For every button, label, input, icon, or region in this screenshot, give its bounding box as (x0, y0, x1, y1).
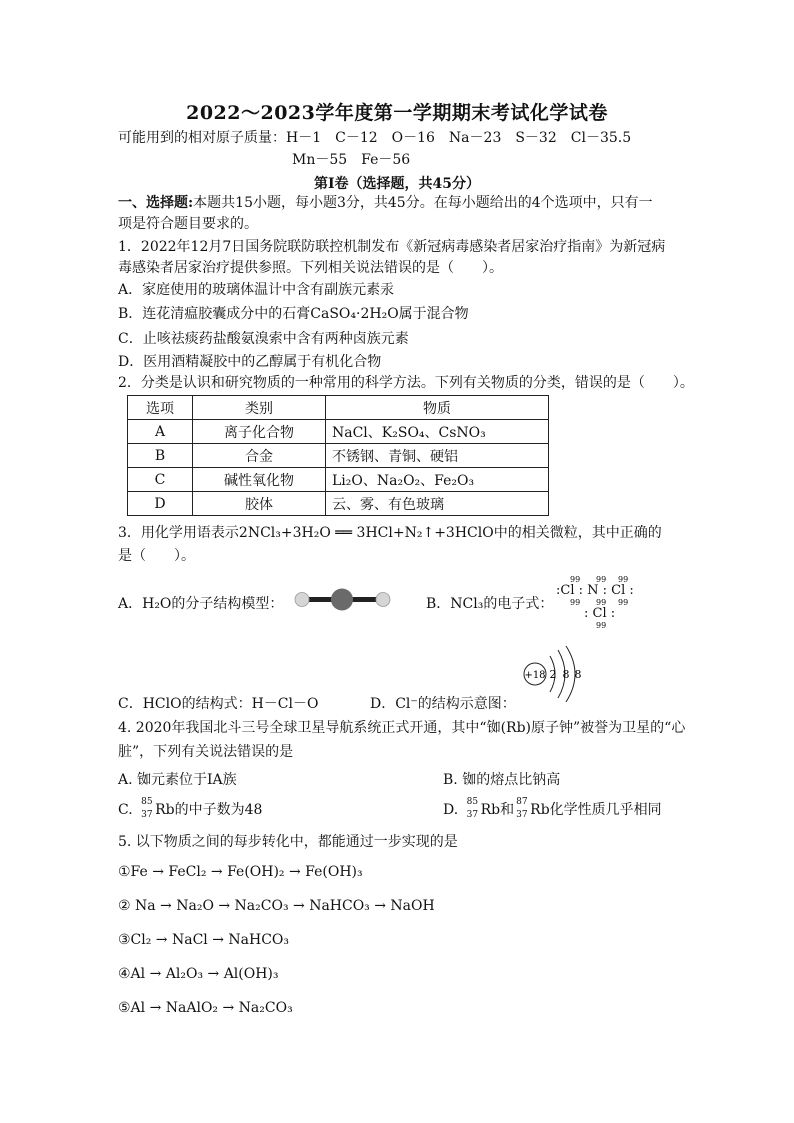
electron-formula-row-2: : Cl : (584, 606, 616, 621)
table-cell: 云、雾、有色玻璃 (326, 492, 549, 516)
q5-item-2: ② Na → Na₂O → Na₂CO₃ → NaHCO₃ → NaOH (118, 898, 435, 914)
table-cell: NaCl、K₂SO₄、CsNO₃ (326, 420, 549, 444)
option-text: Rb化学性质几乎相同 (530, 802, 662, 818)
atomic-mass-line-1 (118, 128, 631, 148)
electron-formula-row-1: :Cl : N : Cl : (556, 583, 634, 598)
q3-option-b: B．NCl₃的电子式： (426, 596, 554, 612)
q4-stem-2: 脏”，下列有关说法错误的是 (118, 744, 294, 760)
isotope-atomic-number: 37 (466, 810, 479, 820)
table-row (128, 444, 549, 468)
q5-stem: 5. 以下物质之间的每步转化中，都能通过一步实现的是 (118, 834, 458, 850)
section-heading: 一、选择题: (118, 195, 194, 211)
header-substance: 物质 (326, 396, 549, 420)
table-cell: B (128, 444, 193, 468)
section-title: 第Ⅰ卷（选择题，共45分） (313, 176, 481, 192)
table-cell: 碱性氧化物 (193, 468, 326, 492)
electron-dots: 99 (596, 621, 607, 630)
atomic-mass-values-1: H－1 C－12 O－16 Na－23 S－32 Cl－35.5 (286, 130, 632, 146)
q3-option-a: A．H₂O的分子结构模型： (118, 596, 284, 612)
isotope-atomic-number: 37 (141, 810, 153, 820)
isotope-notation (141, 797, 155, 820)
ncl3-electron-formula (556, 576, 646, 636)
header-option: 选项 (128, 396, 193, 420)
isotope-mass-number: 85 (141, 797, 153, 807)
isotope-mass-number: 87 (516, 797, 528, 807)
q1-option-d: D．医用酒精凝胶中的乙醇属于有机化合物 (118, 354, 382, 370)
electron-dots: 99 (570, 575, 581, 584)
electron-dots: 99 (596, 575, 607, 584)
q4-option-b: B. 铷的熔点比钠高 (443, 772, 561, 788)
electron-dots: 99 (596, 598, 607, 607)
isotope-notation (516, 797, 530, 820)
table-cell: Li₂O、Na₂O₂、Fe₂O₃ (326, 468, 549, 492)
q2-classification-table (127, 395, 549, 516)
q4-option-a: A. 铷元素位于IA族 (118, 772, 237, 788)
table-cell: D (128, 492, 193, 516)
q4-stem-1: 4. 2020年我国北斗三号全球卫星导航系统正式开通，其中“铷(Rb)原子钟”被誉为卫星的“心 (118, 720, 686, 736)
table-row (128, 468, 549, 492)
option-letter: D. (443, 802, 459, 818)
atomic-mass-label: 可能用到的相对原子质量： (118, 130, 286, 146)
option-text: Rb和 (480, 802, 515, 818)
section-intro-1 (118, 193, 653, 213)
q4-option-c (118, 797, 263, 820)
exam-title: 2022～2023学年度第一学期期末考试化学试卷 (186, 102, 608, 124)
atomic-mass-values-2: Mn－55 Fe－56 (292, 152, 411, 168)
shell-electron-count: 8 (574, 668, 582, 681)
table-cell: C (128, 468, 193, 492)
q3-stem-2: 是（ ）。 (118, 548, 195, 564)
q3-option-c: C．HClO的结构式：H－Cl－O (118, 696, 319, 712)
table-cell: A (128, 420, 193, 444)
oxygen-atom (331, 589, 353, 611)
isotope-notation (466, 797, 481, 820)
hydrogen-atom (295, 593, 309, 607)
q5-item-3: ③Cl₂ → NaCl → NaHCO₃ (118, 932, 290, 948)
option-text: Rb的中子数为48 (155, 802, 263, 818)
shell-electron-count: 8 (562, 668, 570, 681)
table-cell: 不锈钢、青铜、硬铝 (326, 444, 549, 468)
section-intro-text: 本题共15小题，每小题3分，共45分。在每小题给出的4个选项中，只有一 (193, 195, 653, 211)
electron-dots: 99 (618, 598, 629, 607)
section-intro-2: 项是符合题目要求的。 (118, 216, 258, 232)
shell-electron-count: 2 (549, 668, 557, 681)
q5-item-4: ④Al → Al₂O₃ → Al(OH)₃ (118, 966, 279, 982)
isotope-mass-number: 85 (466, 797, 479, 807)
table-cell: 胶体 (193, 492, 326, 516)
q1-stem-2: 毒感染者居家治疗提供参照。下列相关说法错误的是（ ）。 (118, 260, 503, 276)
electron-dots: 99 (570, 598, 581, 607)
q1-option-a: A．家庭使用的玻璃体温计中含有副族元素汞 (118, 282, 395, 298)
hydrogen-atom (376, 593, 390, 607)
q5-item-5: ⑤Al → NaAlO₂ → Na₂CO₃ (118, 1000, 293, 1016)
header-category: 类别 (193, 396, 326, 420)
q1-stem-1: 1．2022年12月7日国务院联防联控机制发布《新冠病毒感染者居家治疗指南》为新冠病 (118, 239, 666, 255)
nucleus-charge: +18 (524, 670, 546, 681)
electron-dots: 99 (618, 575, 629, 584)
q3-option-d: D．Cl⁻的结构示意图： (370, 696, 516, 712)
option-letter: C. (118, 802, 133, 818)
q2-stem: 2．分类是认识和研究物质的一种常用的科学方法。下列有关物质的分类，错误的是（ ）。 (118, 375, 694, 391)
table-cell: 合金 (193, 444, 326, 468)
isotope-atomic-number: 37 (516, 810, 528, 820)
table-header-row (128, 396, 549, 420)
q3-stem-1: 3．用化学用语表示2NCl₃+3H₂O ══ 3HCl+N₂↑+3HClO中的相关微粒，其中正确的 (118, 525, 662, 541)
chloride-ion-structure-diagram (520, 642, 600, 702)
water-molecule-model (290, 585, 395, 615)
q1-option-c: C．止咳祛痰药盐酸氨溴索中含有两种卤族元素 (118, 331, 409, 347)
q4-option-d (443, 797, 662, 820)
q5-item-1: ①Fe → FeCl₂ → Fe(OH)₂ → Fe(OH)₃ (118, 864, 363, 880)
table-row (128, 492, 549, 516)
table-row (128, 420, 549, 444)
q1-option-b: B．连花清瘟胶囊成分中的石膏CaSO₄·2H₂O属于混合物 (118, 306, 469, 322)
table-cell: 离子化合物 (193, 420, 326, 444)
